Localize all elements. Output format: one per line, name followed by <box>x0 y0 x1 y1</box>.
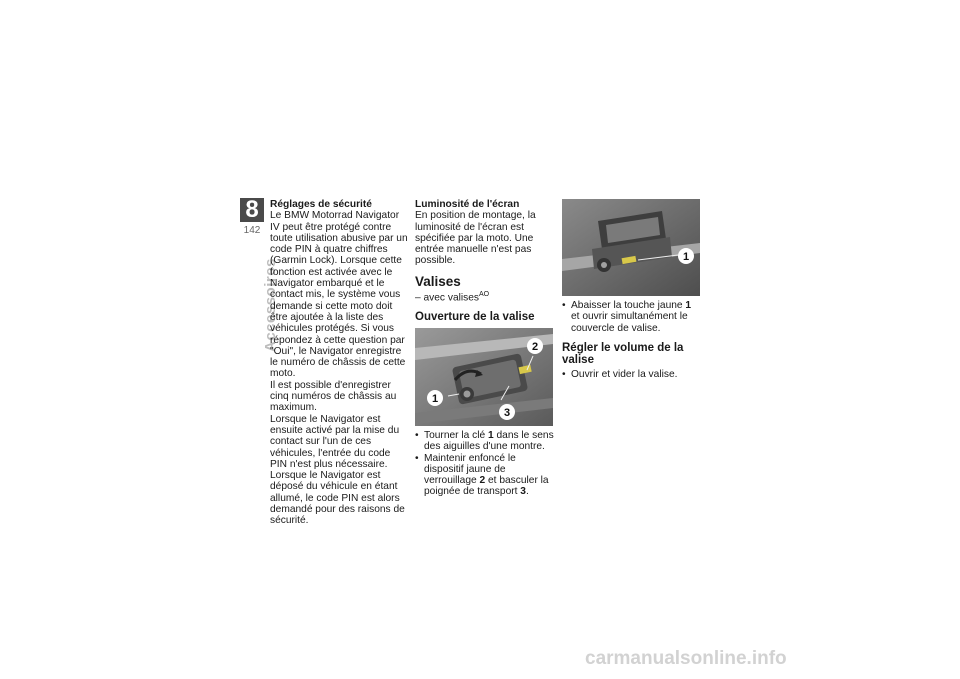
list-item: • Maintenir enfoncé le dispositif jaune de verrouillage 2 et basculer la poignée de transport 3. <box>415 453 555 498</box>
case-lid-photo <box>562 199 700 296</box>
cases-option-note: – avec valises$^{AO}$ <box>415 290 490 304</box>
security-para-3: Lorsque le Navigator est ensuite activé par la mise du contact sur l'un de ces véhicules, l'entrée du code PIN n'est plus nécessaire. <box>270 413 400 470</box>
list-item: • Abaisser la touche jaune 1 et ouvrir simultanément le couvercle de valise. <box>562 300 700 334</box>
heading-security: Réglages de sécurité <box>270 199 372 210</box>
page-number: 142 <box>243 225 261 236</box>
figure-label-1: 1 <box>682 251 690 263</box>
figure-label-3: 3 <box>503 406 511 419</box>
security-para-2: Il est possible d'enregistrer cinq numéros de châssis au maximum. <box>270 379 397 414</box>
column-case-lid <box>562 199 700 380</box>
security-para-1: Le BMW Motorrad Navigator IV peut être protégé contre toute utilisation abusive par un code PIN à quatre chiffres (Garmin Lock). Lorsque cette fonction est activée avec le Navigator embarqué et le contact mis, le système vous demande si cette moto doit être ajoutée à la liste des véhicules protégés. Si vous répondez à cette question par "Oui", le Navigator enregistre le numéro de châssis de cette moto. <box>270 210 408 380</box>
figure-label-1: 1 <box>431 392 439 405</box>
security-para-4: Lorsque le Navigator est déposé du véhicule en étant allumé, le code PIN est alors demandé pour des raisons de sécurité. <box>270 470 405 527</box>
volume-steps <box>562 369 700 380</box>
list-item: • Tourner la clé 1 dans le sens des aiguilles d'une montre. <box>415 430 555 453</box>
brightness-para: En position de montage, la luminosité de l'écran est spécifiée par la moto. Une entrée manuelle n'est pas possible. <box>415 210 536 267</box>
case-lock-photo <box>415 328 553 426</box>
column-brightness-cases <box>415 199 555 498</box>
heading-case-volume: Régler le volume de la valise <box>562 341 684 367</box>
list-item: • Ouvrir et vider la valise. <box>562 369 700 380</box>
heading-open-case: Ouverture de la valise <box>415 311 535 324</box>
watermark: carmanualsonline.info <box>585 648 787 669</box>
lid-steps <box>562 300 700 334</box>
chapter-side-label: Accessoires <box>262 258 279 352</box>
chapter-tab: 8 <box>240 198 264 222</box>
open-case-steps <box>415 430 555 498</box>
heading-brightness: Luminosité de l'écran <box>415 199 520 210</box>
column-security <box>270 199 408 527</box>
heading-cases: Valises <box>415 273 461 289</box>
figure-label-2: 2 <box>531 340 539 353</box>
